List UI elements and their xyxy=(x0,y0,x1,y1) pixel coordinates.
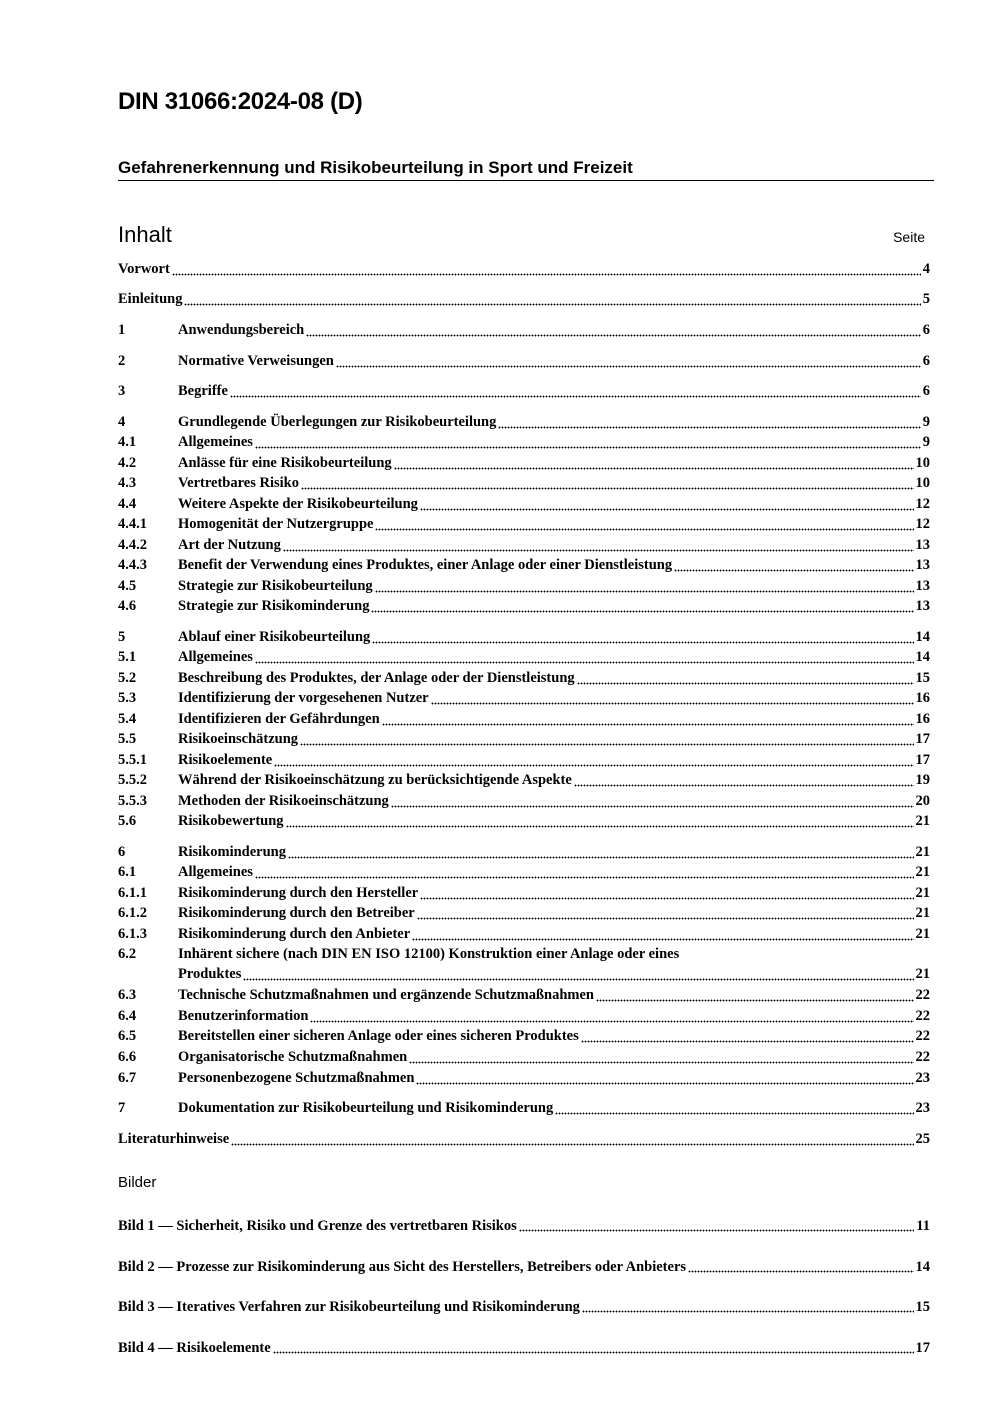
toc-entry[interactable] xyxy=(118,289,930,309)
dot-leader xyxy=(371,609,913,613)
toc-entry-number: 5 xyxy=(118,629,126,645)
toc-entry-label: Inhärent sichere (nach DIN EN ISO 12100) Konstruktion einer Anlage oder eines xyxy=(178,946,680,962)
toc-entry-label: Identifizierung der vorgesehenen Nutzer xyxy=(178,690,429,706)
dot-leader xyxy=(273,1351,914,1355)
toc-entry-number: 6.1.1 xyxy=(118,885,147,901)
toc-entry-number: 6.1.2 xyxy=(118,905,147,921)
toc-entry-page: 17 xyxy=(915,731,930,747)
dot-leader xyxy=(372,640,913,644)
toc-entry-page: 22 xyxy=(915,1049,930,1065)
dot-leader xyxy=(409,1060,913,1064)
toc-entry-label: Strategie zur Risikominderung xyxy=(178,598,370,614)
toc-entry-label: Technische Schutzmaßnahmen und ergänzende Schutzmaßnahmen xyxy=(178,987,594,1003)
toc-entry-number: 5.5 xyxy=(118,731,137,747)
toc-entry-number: 6.1 xyxy=(118,864,137,880)
figure-entry[interactable] xyxy=(118,1257,930,1277)
toc-entry-number: 6.6 xyxy=(118,1049,137,1065)
figure-entry[interactable] xyxy=(118,1338,930,1358)
toc-entry-number: 4.2 xyxy=(118,455,137,471)
toc-entry-label: Bereitstellen einer sicheren Anlage oder eines sicheren Produktes xyxy=(178,1028,579,1044)
toc-entry[interactable] xyxy=(118,862,930,882)
toc-entry[interactable] xyxy=(118,555,930,575)
toc-entry[interactable] xyxy=(118,596,930,616)
toc-entry-number: 5.4 xyxy=(118,711,137,727)
dot-leader xyxy=(519,1229,915,1233)
figure-entry-page: 11 xyxy=(916,1218,930,1234)
toc-entry-page: 21 xyxy=(915,926,930,942)
figure-entry-label: Bild 4 — Risikoelemente xyxy=(118,1340,271,1356)
dot-leader xyxy=(375,589,914,593)
toc-entry-label: Dokumentation zur Risikobeurteilung und Risikominderung xyxy=(178,1100,554,1116)
toc-entry-page: 6 xyxy=(922,353,930,369)
toc-entry[interactable] xyxy=(118,750,930,770)
toc-entry-label: Normative Verweisungen xyxy=(178,353,334,369)
toc-entry[interactable] xyxy=(118,381,930,401)
toc-entry-page: 21 xyxy=(915,844,930,860)
toc-entry-label: Art der Nutzung xyxy=(178,537,281,553)
toc-entry-number: 6.5 xyxy=(118,1028,137,1044)
toc-entry-page: 21 xyxy=(915,905,930,921)
toc-entry-label: Risikoeinschätzung xyxy=(178,731,299,747)
toc-entry-page: 21 xyxy=(915,864,930,880)
toc-entry-number: 7 xyxy=(118,1100,126,1116)
toc-entry[interactable] xyxy=(118,903,930,923)
toc-entry-label: Grundlegende Überlegungen zur Risikobeurteilung xyxy=(178,414,497,430)
dot-leader xyxy=(417,916,914,920)
toc-entry-number: 5.6 xyxy=(118,813,137,829)
document-title: DIN 31066:2024-08 (D) xyxy=(118,88,363,115)
dot-leader xyxy=(288,855,914,859)
toc-entry[interactable] xyxy=(118,576,930,596)
dot-leader xyxy=(577,681,914,685)
toc-entry-page: 20 xyxy=(915,793,930,809)
toc-entry-number: 5.3 xyxy=(118,690,137,706)
toc-entry-number: 4.1 xyxy=(118,434,137,450)
toc-entry[interactable] xyxy=(118,770,930,790)
toc-entry[interactable] xyxy=(118,811,930,831)
toc-entry-page: 10 xyxy=(915,455,930,471)
figure-entry-label: Bild 2 — Prozesse zur Risikominderung aus Sicht des Herstellers, Betreibers oder Anbieters xyxy=(118,1259,687,1275)
toc-entry[interactable] xyxy=(118,320,930,340)
dot-leader xyxy=(300,742,913,746)
toc-entry-number: 4.6 xyxy=(118,598,137,614)
toc-entry-number: 4.5 xyxy=(118,578,137,594)
toc-entry-number: 5.5.2 xyxy=(118,772,147,788)
toc-entry-label: Homogenität der Nutzergruppe xyxy=(178,516,374,532)
toc-entry-label: Allgemeines xyxy=(178,649,253,665)
toc-entry-page: 21 xyxy=(915,813,930,829)
dot-leader xyxy=(255,660,914,664)
toc-entry-page: 9 xyxy=(922,434,930,450)
dot-leader xyxy=(394,466,914,470)
toc-entry-page: 6 xyxy=(922,322,930,338)
toc-entry[interactable] xyxy=(118,535,930,555)
figure-entry-page: 15 xyxy=(915,1299,930,1315)
toc-entry[interactable] xyxy=(118,985,930,1005)
toc-entry-number: 6.4 xyxy=(118,1008,137,1024)
toc-entry-label: Allgemeines xyxy=(178,864,253,880)
dot-leader xyxy=(231,1142,913,1146)
figure-entry-label: Bild 1 — Sicherheit, Risiko und Grenze des vertretbaren Risikos xyxy=(118,1218,517,1234)
toc-entry-label: Beschreibung des Produktes, der Anlage oder der Dienstleistung xyxy=(178,670,575,686)
toc-entry-number: 6.1.3 xyxy=(118,926,147,942)
dot-leader xyxy=(382,722,914,726)
toc-entry-label: Benefit der Verwendung eines Produktes, einer Anlage oder einer Dienstleistung xyxy=(178,557,673,573)
toc-entry-label: Anwendungsbereich xyxy=(178,322,305,338)
toc-entry[interactable] xyxy=(118,1068,930,1088)
toc-entry-page: 10 xyxy=(915,475,930,491)
toc-entry-label: Einleitung xyxy=(118,291,183,307)
toc-entry-number: 4.4.2 xyxy=(118,537,147,553)
toc-entry-label: Risikobewertung xyxy=(178,813,284,829)
toc-entry-page: 22 xyxy=(915,987,930,1003)
toc-entry-label: Während der Risikoeinschätzung zu berücksichtigende Aspekte xyxy=(178,772,572,788)
dot-leader xyxy=(596,998,914,1002)
toc-entry[interactable] xyxy=(118,453,930,473)
dot-leader xyxy=(420,507,914,511)
toc-entry-number: 4.4.1 xyxy=(118,516,147,532)
toc-entry-page: 6 xyxy=(922,383,930,399)
toc-entry-label: Risikoelemente xyxy=(178,752,273,768)
toc-entry[interactable] xyxy=(118,1098,930,1118)
dot-leader xyxy=(283,548,914,552)
toc-entry[interactable] xyxy=(118,842,930,862)
toc-entry-number: 4 xyxy=(118,414,126,430)
figure-entry-page: 17 xyxy=(915,1340,930,1356)
toc-entry-page: 13 xyxy=(915,537,930,553)
toc-entry-page: 13 xyxy=(915,598,930,614)
toc-entry-number: 5.5.3 xyxy=(118,793,147,809)
toc-entry-label: Risikominderung durch den Betreiber xyxy=(178,905,415,921)
dot-leader xyxy=(420,896,913,900)
toc-entry[interactable] xyxy=(118,668,930,688)
toc-entry-page: 15 xyxy=(915,670,930,686)
toc-entry[interactable] xyxy=(118,883,930,903)
toc-entry-label: Strategie zur Risikobeurteilung xyxy=(178,578,373,594)
toc-entry[interactable] xyxy=(118,1129,930,1149)
toc-entry-number: 5.5.1 xyxy=(118,752,147,768)
toc-entry-page: 5 xyxy=(922,291,930,307)
toc-entry-page: 13 xyxy=(915,578,930,594)
toc-entry-label: Risikominderung xyxy=(178,844,286,860)
figure-entry[interactable] xyxy=(118,1297,930,1317)
toc-entry[interactable] xyxy=(118,1047,930,1067)
toc-entry[interactable] xyxy=(118,709,930,729)
toc-entry-number: 6.7 xyxy=(118,1070,137,1086)
toc-entry-label: Organisatorische Schutzmaßnahmen xyxy=(178,1049,408,1065)
dot-leader xyxy=(310,1019,913,1023)
toc-entry[interactable] xyxy=(118,259,930,279)
dot-leader xyxy=(375,527,913,531)
toc-heading: Inhalt xyxy=(118,222,172,247)
toc-entry-page: 16 xyxy=(915,690,930,706)
dot-leader xyxy=(688,1270,913,1274)
toc-entry[interactable] xyxy=(118,473,930,493)
toc-entry-number: 5.1 xyxy=(118,649,137,665)
dot-leader xyxy=(336,364,921,368)
dot-leader xyxy=(416,1081,913,1085)
dot-leader xyxy=(674,568,913,572)
toc-entry-label: Allgemeines xyxy=(178,434,253,450)
dot-leader xyxy=(582,1310,914,1314)
toc-entry[interactable] xyxy=(118,351,930,371)
toc-entry-page: 23 xyxy=(915,1070,930,1086)
dot-leader xyxy=(581,1039,914,1043)
dot-leader xyxy=(498,425,920,429)
toc-entry-number: 1 xyxy=(118,322,126,338)
toc-entry[interactable] xyxy=(118,944,930,984)
toc-entry-page: 22 xyxy=(915,1008,930,1024)
toc-entry-page: 19 xyxy=(915,772,930,788)
toc-entry[interactable] xyxy=(118,1026,930,1046)
toc-entry-label: Vorwort xyxy=(118,261,170,277)
figure-entry-label: Bild 3 — Iteratives Verfahren zur Risikobeurteilung und Risikominderung xyxy=(118,1299,580,1315)
toc-entry-label-continued: Produktes xyxy=(178,966,242,982)
figure-entry[interactable] xyxy=(118,1216,930,1236)
toc-entry-label: Literaturhinweise xyxy=(118,1131,230,1147)
document-subtitle: Gefahrenerkennung und Risikobeurteilung in Sport und Freizeit xyxy=(118,158,934,181)
toc-entry[interactable] xyxy=(118,514,930,534)
page-column-label: Seite xyxy=(893,229,925,245)
dot-leader xyxy=(255,445,921,449)
toc-entry-page: 21 xyxy=(915,966,930,982)
toc-entry-page: 13 xyxy=(915,557,930,573)
toc-entry-number: 3 xyxy=(118,383,126,399)
dot-leader xyxy=(412,937,913,941)
dot-leader xyxy=(255,875,914,879)
figures-heading: Bilder xyxy=(118,1174,157,1191)
dot-leader xyxy=(172,272,921,276)
toc-entry[interactable] xyxy=(118,791,930,811)
toc-entry[interactable] xyxy=(118,494,930,514)
toc-entry-page: 21 xyxy=(915,885,930,901)
toc-entry-page: 25 xyxy=(915,1131,930,1147)
toc-entry-page: 22 xyxy=(915,1028,930,1044)
toc-entry-number: 6.2 xyxy=(118,946,137,962)
toc-entry-page: 12 xyxy=(915,496,930,512)
dot-leader xyxy=(391,804,914,808)
toc-entry-label: Vertretbares Risiko xyxy=(178,475,299,491)
toc-entry-number: 6 xyxy=(118,844,126,860)
toc-entry[interactable] xyxy=(118,432,930,452)
toc-entry-label: Anlässe für eine Risikobeurteilung xyxy=(178,455,392,471)
dot-leader xyxy=(230,394,921,398)
toc-entry-label: Risikominderung durch den Anbieter xyxy=(178,926,411,942)
toc-entry-label: Identifizieren der Gefährdungen xyxy=(178,711,380,727)
toc-entry-number: 5.2 xyxy=(118,670,137,686)
toc-entry[interactable] xyxy=(118,412,930,432)
dot-leader xyxy=(574,783,914,787)
toc-entry-number: 6.3 xyxy=(118,987,137,1003)
toc-entry-number: 4.4 xyxy=(118,496,137,512)
toc-entry-label: Risikominderung durch den Hersteller xyxy=(178,885,419,901)
toc-entry-label: Benutzerinformation xyxy=(178,1008,309,1024)
toc-entry-label: Ablauf einer Risikobeurteilung xyxy=(178,629,371,645)
toc-entry[interactable] xyxy=(118,647,930,667)
toc-entry-page: 14 xyxy=(915,629,930,645)
toc-entry[interactable] xyxy=(118,1006,930,1026)
dot-leader xyxy=(274,763,913,767)
dot-leader xyxy=(555,1111,913,1115)
toc-entry-label: Begriffe xyxy=(178,383,228,399)
toc-entry-label: Weitere Aspekte der Risikobeurteilung xyxy=(178,496,418,512)
dot-leader xyxy=(243,977,913,981)
dot-leader xyxy=(431,701,914,705)
dot-leader xyxy=(184,302,920,306)
toc-entry[interactable] xyxy=(118,688,930,708)
toc-entry[interactable] xyxy=(118,924,930,944)
figure-entry-page: 14 xyxy=(915,1259,930,1275)
toc-entry-page: 23 xyxy=(915,1100,930,1116)
toc-entry-page: 12 xyxy=(915,516,930,532)
dot-leader xyxy=(301,486,914,490)
dot-leader xyxy=(306,333,921,337)
toc-entry[interactable] xyxy=(118,729,930,749)
toc-entry-number: 4.4.3 xyxy=(118,557,147,573)
toc-entry-label: Methoden der Risikoeinschätzung xyxy=(178,793,389,809)
toc-entry-page: 14 xyxy=(915,649,930,665)
toc-entry-label: Personenbezogene Schutzmaßnahmen xyxy=(178,1070,415,1086)
toc-entry-page: 16 xyxy=(915,711,930,727)
toc-entry-page: 4 xyxy=(922,261,930,277)
toc-entry[interactable] xyxy=(118,627,930,647)
toc-entry-page: 9 xyxy=(922,414,930,430)
dot-leader xyxy=(286,824,914,828)
toc-entry-number: 2 xyxy=(118,353,126,369)
toc-entry-number: 4.3 xyxy=(118,475,137,491)
toc-entry-page: 17 xyxy=(915,752,930,768)
